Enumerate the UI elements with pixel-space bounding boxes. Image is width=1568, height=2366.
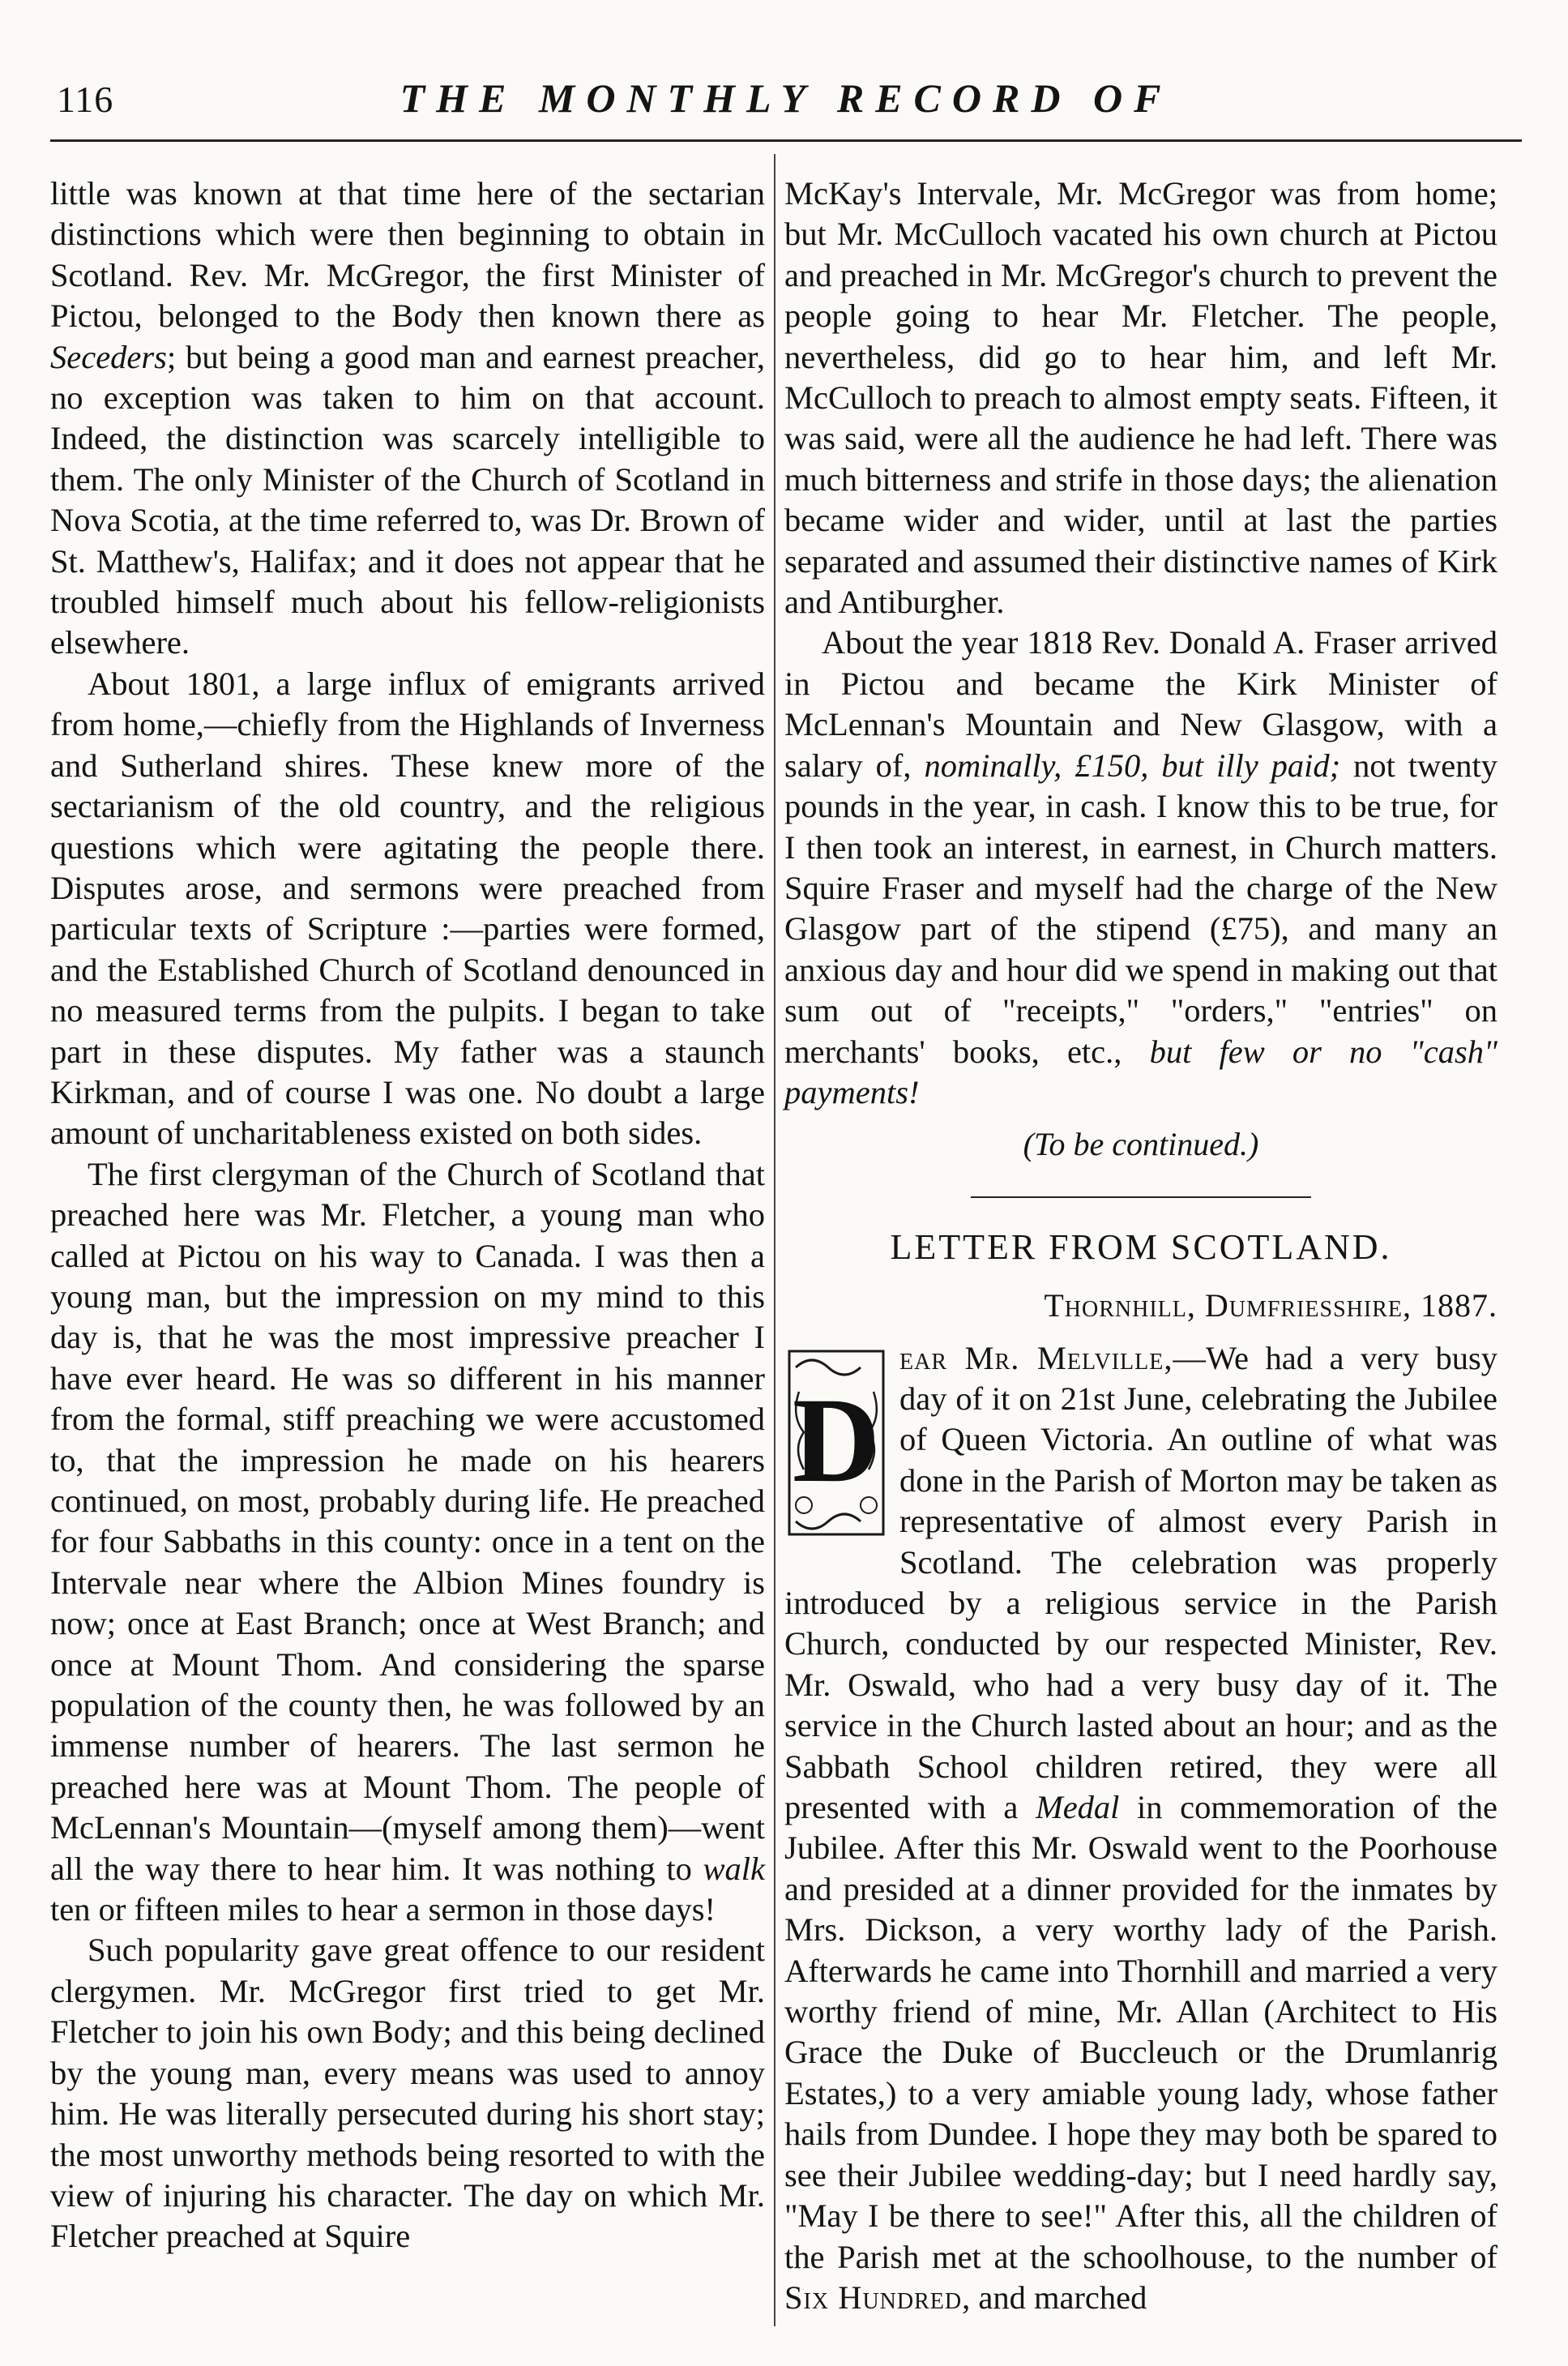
text: ten or fifteen miles to hear a sermon in those days!: [50, 1891, 716, 1928]
letter-paragraph: [784, 1338, 1498, 2319]
journal-title: THE MONTHLY RECORD OF: [399, 75, 1173, 121]
paragraph: [784, 173, 1498, 623]
text: Such popularity gave great offence to our resident clergymen. Mr. McGregor first tried to get Mr. Fletcher to join his own Body; and this being declined by the young man, every means was used to annoy him. He was literally persecuted during his short stay; the most unworthy methods being resorted to with the view of injuring his character. The day on which Mr. Fletcher preached at Squire: [50, 1932, 765, 2255]
left-column: [50, 173, 765, 2257]
right-column: [784, 173, 1498, 2318]
column-divider: [774, 154, 775, 2326]
to-be-continued: (To be continued.): [1023, 1126, 1259, 1163]
page-number: 116: [57, 79, 114, 120]
text: —We had a very busy day of it on 21st June, celebrating the Jubilee of Queen Victoria. An outline of what was done in the Parish of Morton may be taken as representative of almost every Parish in Scotland. The celebration was properly introduced by a religious service in the Parish Church, conducted by our respected Minister, Rev. Mr. Oswald, who had a very busy day of it. The service in the Church lasted about an hour; and as the Sabbath School children retired, they were all presented with a: [784, 1339, 1498, 1826]
paragraph: [784, 623, 1498, 1113]
text: not twenty pounds in the year, in cash. I know this to be true, for I then took an interest, in earnest, in Church matters. Squire Fraser and myself had the charge of the New Glasgow part of the stipend (£75), and many an anxious day and hour did we spend in making out that sum out of "receipts," "orders," "entries" on merchants' books, etc.,: [784, 747, 1498, 1070]
italic-text: Medal: [1035, 1789, 1120, 1826]
section-rule: [971, 1196, 1311, 1198]
text: About 1801, a large influx of emigrants arrived from home,—chiefly from the Highlands of Inverness and Sutherland shires. These knew more of the sectarianism of the old country, and the religious questions which were agitating the people there. Disputes arose, and sermons were preached from particular texts of Scripture :—parties were formed, and the Established Church of Scotland denounced in no measured terms from the pulpits. I began to take part in these disputes. My father was a staunch Kirkman, and of course I was one. No doubt a large amount of uncharitableness existed on both sides.: [50, 665, 765, 1152]
header-rule: [50, 139, 1522, 142]
italic-text: but few or no "cash" payments!: [784, 1033, 1498, 1110]
small-caps-text: Six Hundred: [784, 2278, 963, 2316]
text: The first clergyman of the Church of Scotland that preached here was Mr. Fletcher, a young man who called at Pictou on his way to Canada. I was then a young man, but the impression on my mind to this day is, that he was the most impressive preacher I have ever heard. He was so different in his manner from the formal, stiff preaching we were accustomed to, that the impression he made on his hearers continued, on most, probably during life. He preached for four Sabbaths in this county: once in a tent on the Intervale near where the Albion Mines foundry is now; once at East Branch; once at West Branch; and once at Mount Thom. And considering the sparse population of the county then, he was followed by an immense number of hearers. The last sermon he preached here was at Mount Thom. The people of McLennan's Mountain—(myself among them)—went all the way there to hear him. It was nothing to: [50, 1155, 765, 1887]
italic-text: walk: [703, 1850, 765, 1887]
dropcap-letter: D: [792, 1372, 881, 1508]
paragraph: [50, 1930, 765, 2257]
paragraph: [50, 1154, 765, 1931]
text: in commemoration of the Jubilee. After this Mr. Oswald went to the Poorhouse and presided at a dinner provided for the inmates by Mrs. Dickson, a very worthy lady of the Parish. Afterwards he came into Thornhill and married a very worthy friend of mine, Mr. Allan (Architect to His Grace the Duke of Buccleuch or the Drumlanrig Estates,) to a very amiable young lady, whose father hails from Dundee. I hope they may both be spared to see their Jubilee wedding-day; but I need hardly say, "May I be there to see!" After this, all the children of the Parish met at the schoolhouse, to the number of: [784, 1789, 1498, 2275]
paragraph: [50, 173, 765, 664]
letter-heading: LETTER FROM SCOTLAND.: [890, 1226, 1392, 1267]
running-head: [57, 66, 1515, 123]
text: McKay's Intervale, Mr. McGregor was from home; but Mr. McCulloch vacated his own church at Pictou and preached in Mr. McGregor's church to prevent the people going to hear Mr. Fletcher. The people, nevertheless, did go to hear him, and left Mr. McCulloch to preach to almost empty seats. Fifteen, it was said, were all the audience he had left. There was much bitterness and strife in those days; the alienation became wider and wider, until at last the parties separated and assumed their distinctive names of Kirk and Antiburgher.: [784, 175, 1498, 621]
paragraph: [50, 664, 765, 1154]
ornamental-dropcap-icon: [784, 1343, 888, 1546]
dateline: Thornhill, Dumfriesshire, 1887.: [1044, 1287, 1498, 1324]
italic-text: Seceders: [50, 338, 167, 375]
italic-text: nominally, £150, but illy paid;: [924, 747, 1341, 784]
text: , and marched: [962, 2278, 1147, 2316]
salutation: ear Mr. Melville,: [899, 1339, 1173, 1376]
text: About the year 1818 Rev. Donald A. Fraser arrived in Pictou and became the Kirk Minister of McLennan's Mountain and New Glasgow, with a salary of,: [784, 624, 1498, 784]
text: little was known at that time here of the sectarian distinctions which were then beginning to obtain in Scotland. Rev. Mr. McGregor, the first Minister of Pictou, belonged to the Body then known there as Seceders; but being a good man and earnest preacher, no exception was taken to him on that account. Indeed, the distinction was scarcely intelligible to them. The only Minister of the Church of Scotland in Nova Scotia, at the time referred to, was Dr. Brown of St. Matthew's, Halifax; and it does not appear that he troubled himself much about his fellow-religionists elsewhere.: [50, 175, 765, 661]
